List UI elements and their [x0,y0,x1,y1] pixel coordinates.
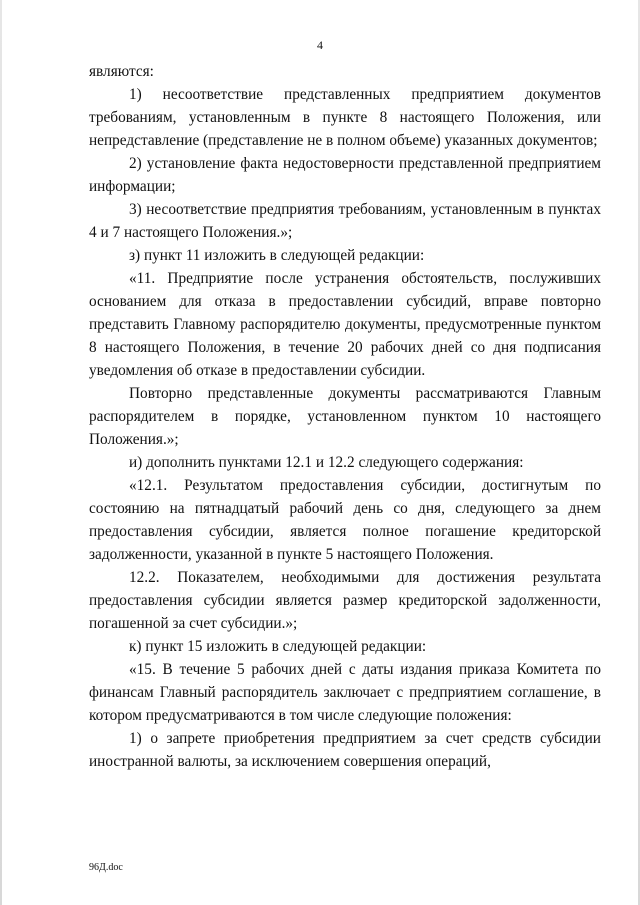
paragraph: 3) несоответствие предприятия требованиям, установленным в пунктах 4 и 7 настоящего Положения.»; [89,201,601,241]
paragraph: «11. Предприятие после устранения обстоятельств, послуживших основанием для отказа в предоставлении субсидий, вправе повторно представить Главному распорядителю документы, предусмотренные пунктом 8 настоящего Положения, в течение 20 рабочих дней со дня подписания уведомления об отказе в предоставлении субсидии. [89,270,601,379]
footer-file-name: 96Д.doc [89,862,123,873]
paragraph: Повторно представленные документы рассматриваются Главным распорядителем в порядке, установленном пунктом 10 настоящего Положения.»; [89,385,601,448]
paragraph: 12.2. Показателем, необходимыми для достижения результата предоставления субсидии является размер кредиторской задолженности, погашенной за счет субсидии.»; [89,569,601,632]
paragraph: 2) установление факта недостоверности представленной предприятием информации; [89,155,601,195]
paragraph: 1) о запрете приобретения предприятием за счет средств субсидии иностранной валюты, за исключением совершения операций, [89,730,601,770]
paragraph: и) дополнить пунктами 12.1 и 12.2 следующего содержания: [129,454,524,471]
paragraph: являются: [89,63,154,80]
paragraph: «12.1. Результатом предоставления субсидии, достигнутым по состоянию на пятнадцатый рабочий день со дня, следующего за днем предоставления субсидии, является полное погашение кредиторской задолженности, указанной в пункте 5 настоящего Положения. [89,477,601,563]
document-body [89,60,601,773]
paragraph: з) пункт 11 изложить в следующей редакции: [129,247,425,264]
page-number: 4 [317,38,323,52]
paragraph: к) пункт 15 изложить в следующей редакции: [129,638,427,655]
scan-edge-left [0,0,2,905]
paragraph: 1) несоответствие представленных предприятием документов требованиям, установленным в пункте 8 настоящего Положения, или непредставление (представление не в полном объеме) указанных документов; [89,86,601,149]
paragraph: «15. В течение 5 рабочих дней с даты издания приказа Комитета по финансам Главный распорядитель заключает с предприятием соглашение, в котором предусматриваются в том числе следующие положения: [89,661,601,724]
